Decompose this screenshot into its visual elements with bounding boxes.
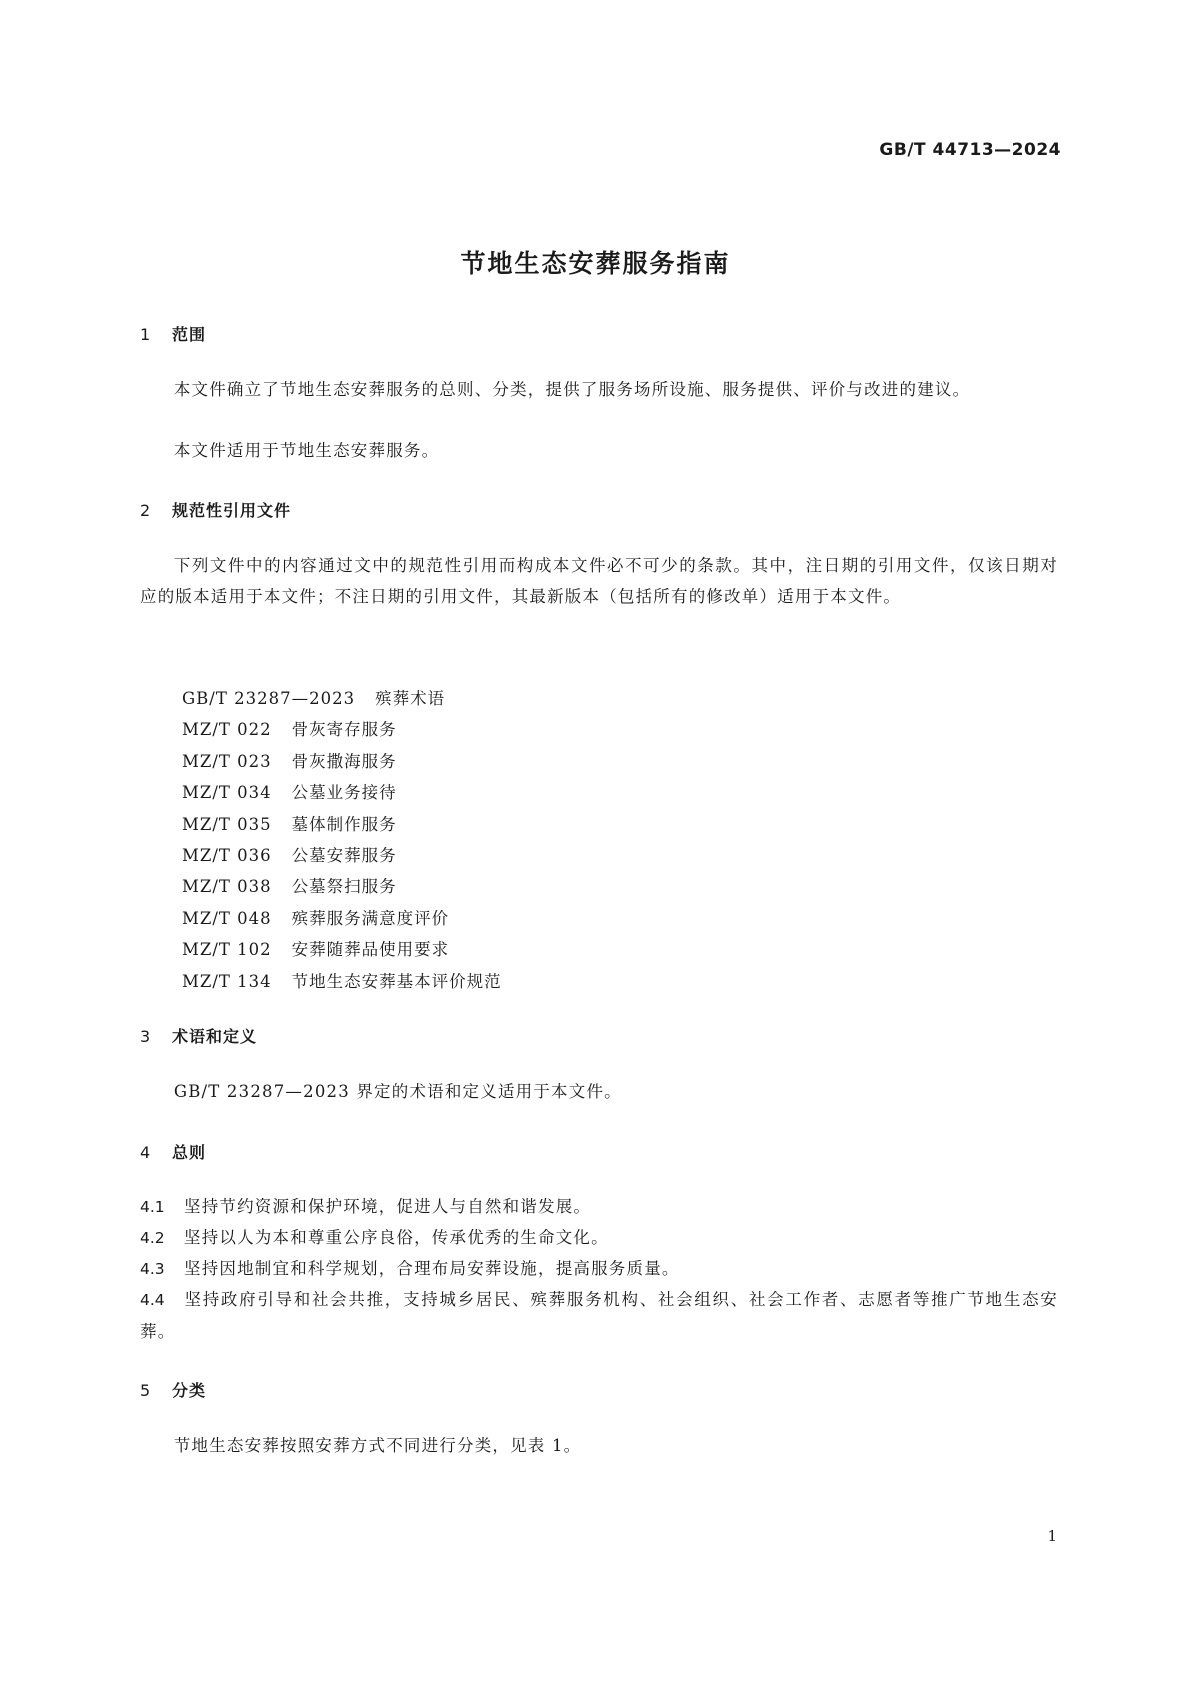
reference-code: MZ/T 102 — [182, 940, 272, 960]
document-code: GB/T 44713—2024 — [879, 140, 1061, 160]
reference-title: 骨灰撒海服务 — [291, 751, 397, 771]
reference-title: 骨灰寄存服务 — [291, 720, 397, 740]
reference-code: MZ/T 034 — [182, 783, 272, 803]
section-title: 范围 — [172, 325, 207, 344]
terms-paragraph: GB/T 23287—2023 界定的术语和定义适用于本文件。 — [173, 1082, 622, 1101]
clause-text: 坚持以人为本和尊重公序良俗，传承优秀的生命文化。 — [184, 1228, 609, 1247]
section-heading-normative-references — [140, 498, 291, 521]
reference-code: MZ/T 022 — [182, 720, 272, 740]
reference-code: MZ/T 035 — [182, 814, 272, 834]
document-title: 节地生态安葬服务指南 — [460, 249, 731, 278]
reference-title: 公墓安葬服务 — [291, 845, 397, 865]
scope-paragraph-2: 本文件适用于节地生态安葬服务。 — [173, 441, 440, 460]
clause-number: 4.1 — [140, 1198, 165, 1216]
scope-paragraph-1: 本文件确立了节地生态安葬服务的总则、分类，提供了服务场所设施、服务提供、评价与改进的建议。 — [173, 380, 971, 399]
section-number: 1 — [140, 325, 152, 344]
section-heading-terms — [140, 1024, 257, 1047]
clause-number: 4.2 — [140, 1229, 165, 1247]
reference-item — [182, 966, 502, 997]
reference-title: 公墓祭扫服务 — [291, 877, 397, 897]
section-number: 4 — [140, 1143, 152, 1162]
reference-code: MZ/T 023 — [182, 751, 272, 771]
reference-item — [182, 871, 502, 902]
reference-code: MZ/T 134 — [182, 971, 272, 991]
section-title: 分类 — [172, 1381, 207, 1400]
reference-item — [182, 934, 502, 965]
references-intro-paragraph: 下列文件中的内容通过文中的规范性引用而构成本文件必不可少的条款。其中，注日期的引用文件，仅该日期对应的版本适用于本文件；不注日期的引用文件，其最新版本（包括所有的修改单）适用于本文件。 — [140, 556, 1058, 606]
clause-text: 坚持节约资源和保护环境，促进人与自然和谐发展。 — [184, 1197, 592, 1216]
reference-title: 殡葬服务满意度评价 — [291, 908, 450, 928]
reference-title: 殡葬术语 — [375, 689, 446, 708]
section-title: 规范性引用文件 — [172, 501, 292, 520]
clause-4-2 — [140, 1222, 1058, 1254]
clause-number: 4.3 — [140, 1260, 165, 1278]
reference-code: GB/T 23287—2023 — [182, 689, 356, 708]
clause-4-3 — [140, 1253, 1058, 1285]
clause-text: 坚持因地制宜和科学规划，合理布局安葬设施，提高服务质量。 — [184, 1259, 680, 1278]
section-number: 3 — [140, 1027, 152, 1046]
section-heading-scope — [140, 322, 206, 345]
section-heading-classification — [140, 1378, 206, 1401]
reference-code: MZ/T 036 — [182, 845, 272, 865]
reference-list — [182, 683, 502, 997]
section-number: 5 — [140, 1381, 152, 1400]
reference-title: 安葬随葬品使用要求 — [291, 940, 450, 960]
clause-4-4 — [140, 1284, 1058, 1347]
reference-title: 墓体制作服务 — [291, 814, 397, 834]
page-number: 1 — [1047, 1527, 1057, 1545]
section-heading-general-principles — [140, 1140, 206, 1163]
section-title: 术语和定义 — [172, 1027, 258, 1046]
reference-item — [182, 809, 502, 840]
reference-item — [182, 840, 502, 871]
section-number: 2 — [140, 501, 152, 520]
classification-paragraph: 节地生态安葬按照安葬方式不同进行分类，见表 1。 — [173, 1436, 582, 1455]
reference-item — [182, 777, 502, 808]
reference-code: MZ/T 038 — [182, 877, 272, 897]
reference-title: 节地生态安葬基本评价规范 — [291, 971, 502, 991]
clause-text: 坚持政府引导和社会共推，支持城乡居民、殡葬服务机构、社会组织、社会工作者、志愿者等推广节地生态安葬。 — [140, 1290, 1058, 1341]
reference-code: MZ/T 048 — [182, 908, 272, 928]
reference-item — [182, 746, 502, 777]
reference-title: 公墓业务接待 — [291, 783, 397, 803]
section-title: 总则 — [172, 1143, 207, 1162]
reference-item — [182, 903, 502, 934]
reference-item — [182, 714, 502, 745]
clause-number: 4.4 — [140, 1291, 165, 1309]
reference-item — [182, 683, 502, 714]
clause-4-1 — [140, 1191, 1058, 1223]
